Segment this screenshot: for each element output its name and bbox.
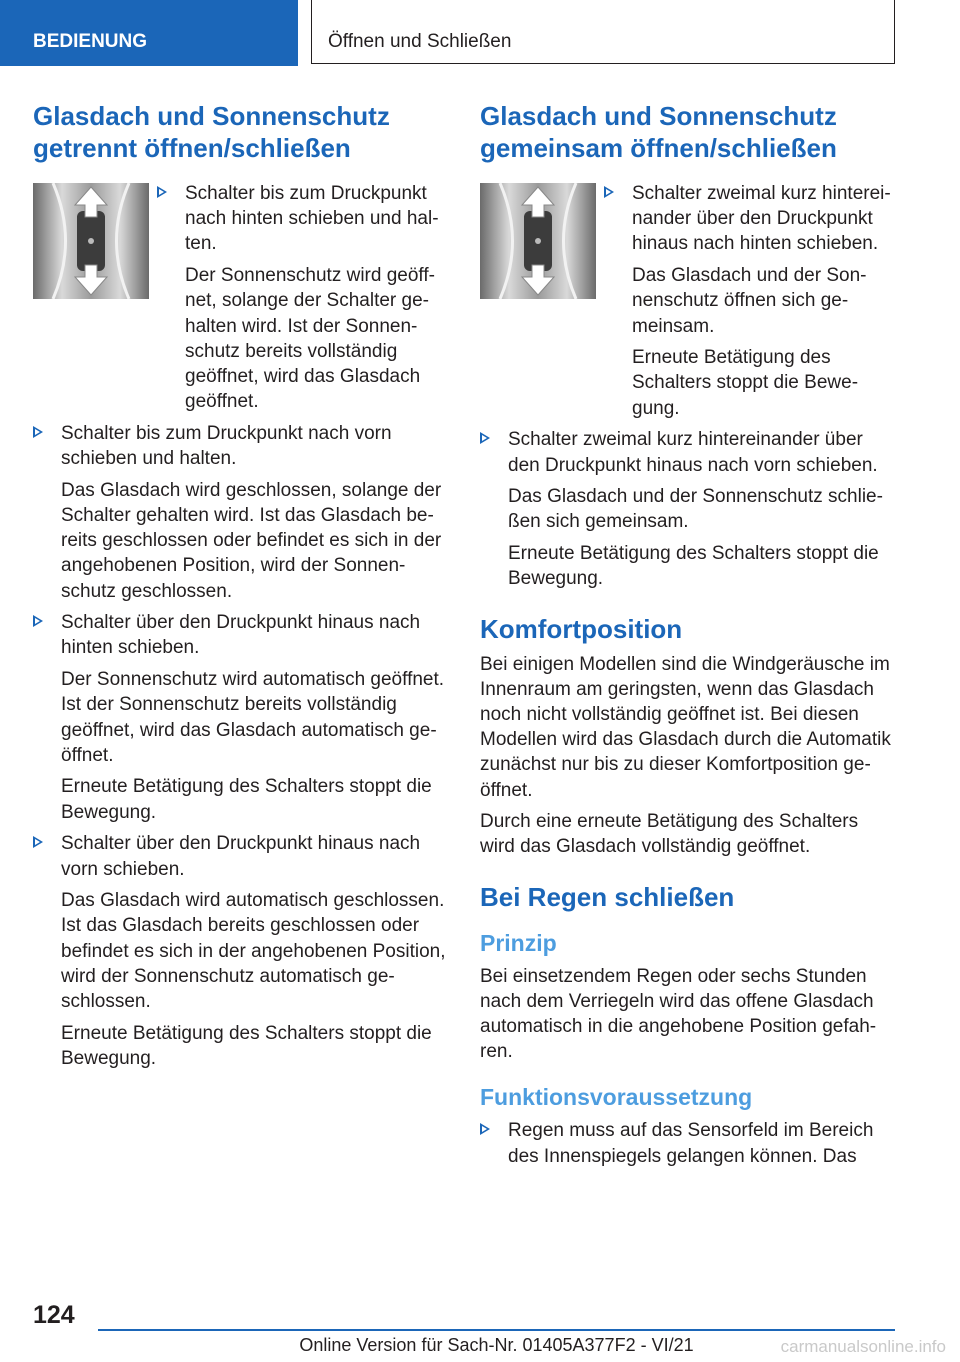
komfort-paragraph: Durch eine erneute Betätigung des Schalters wird das Glasdach vollständig geöffnet.	[480, 811, 859, 858]
left-column	[33, 100, 448, 1078]
watermark: carmanualsonline.info	[780, 1337, 946, 1356]
section-heading: Glasdach und Sonnenschutz gemeinsam öffnen/schließen	[480, 101, 837, 163]
image-item	[33, 181, 448, 414]
prinzip-paragraph: Bei einsetzendem Regen oder sechs Stunden nach dem Verriegeln wird das offene Glasdach automatisch in die angehobene Position gefahren.	[480, 965, 877, 1063]
page-number: 124	[33, 1301, 75, 1329]
komfort-paragraph: Bei einigen Modellen sind die Windgeräusche im Innenraum am geringsten, wenn das Glasdach noch nicht vollständig geöffnet ist. Bei diesen Modellen wird das Glasdach durch die Automatik zunächst nur bis zu dieser Komfortposition geöffnet.	[480, 653, 891, 801]
triangle-bullet-icon	[157, 186, 167, 198]
triangle-bullet-icon	[33, 615, 43, 627]
section-label: BEDIENUNG	[0, 0, 298, 66]
sunroof-switch-image	[33, 183, 149, 299]
triangle-bullet-icon	[480, 1123, 490, 1135]
list-item: Schalter über den Druckpunkt hinaus nach vorn schieben. Das Glasdach wird automatisch geschlossen. Ist das Glasdach bereits geschlossen oder befindet es sich in der angehobenen Position, wird der Sonnenschutz automatisch geschlossen. Erneute Betätigung des Schalters stoppt die Bewegung.	[33, 831, 448, 1071]
sunroof-switch-image	[480, 183, 596, 299]
list-item: Schalter zweimal kurz hintereinander über den Druckpunkt hinaus nach hinten schieben. Das Glasdach und der Sonnenschutz öffnen sich gemeinsam. Erneute Betätigung des Schalters stoppt die Bewegung.	[604, 181, 895, 421]
funktion-heading: Funktionsvoraussetzung	[480, 1084, 753, 1111]
triangle-bullet-icon	[33, 836, 43, 848]
list-item: Schalter über den Druckpunkt hinaus nach hinten schieben. Der Sonnenschutz wird automatisch geöffnet. Ist der Sonnenschutz bereits vollständig geöffnet, wird das Glasdach automatisch geöffnet. Erneute Betätigung des Schalters stoppt die Bewegung.	[33, 610, 448, 825]
footer-text: Online Version für Sach-Nr. 01405A377F2 - VI/21	[299, 1335, 694, 1355]
right-column	[480, 100, 895, 1175]
komfort-heading: Komfortposition	[480, 613, 683, 644]
triangle-bullet-icon	[33, 426, 43, 438]
page-header	[0, 0, 960, 66]
list-item: Regen muss auf das Sensorfeld im Bereich des Innenspiegels gelangen können. Das	[480, 1118, 895, 1168]
footer-divider	[98, 1329, 895, 1331]
list-item: Schalter zweimal kurz hintereinander über den Druckpunkt hinaus nach vorn schieben. Das Glasdach und der Sonnenschutz schließen sich gemeinsam. Erneute Betätigung des Schalters stoppt die Bewegung.	[480, 427, 895, 591]
triangle-bullet-icon	[604, 186, 614, 198]
section-heading: Glasdach und Sonnenschutz getrennt öffnen/schließen	[33, 101, 390, 163]
image-item	[480, 181, 895, 421]
list-item: Schalter bis zum Druckpunkt nach hinten schieben und halten. Der Sonnenschutz wird geöffnet, solange der Schalter gehalten wird. Ist der Sonnenschutz bereits vollständig geöffnet, wird das Glasdach geöffnet.	[157, 181, 448, 414]
regen-heading: Bei Regen schließen	[480, 881, 735, 912]
prinzip-heading: Prinzip	[480, 929, 557, 956]
triangle-bullet-icon	[480, 432, 490, 444]
chapter-title: Öffnen und Schließen	[311, 0, 895, 64]
list-item: Schalter bis zum Druckpunkt nach vorn schieben und halten. Das Glasdach wird geschlossen, solange der Schalter gehalten wird. Ist das Glasdach bereits geschlossen oder befindet es sich in der angehobenen Position, wird der Sonnenschutz geschlossen.	[33, 421, 448, 604]
